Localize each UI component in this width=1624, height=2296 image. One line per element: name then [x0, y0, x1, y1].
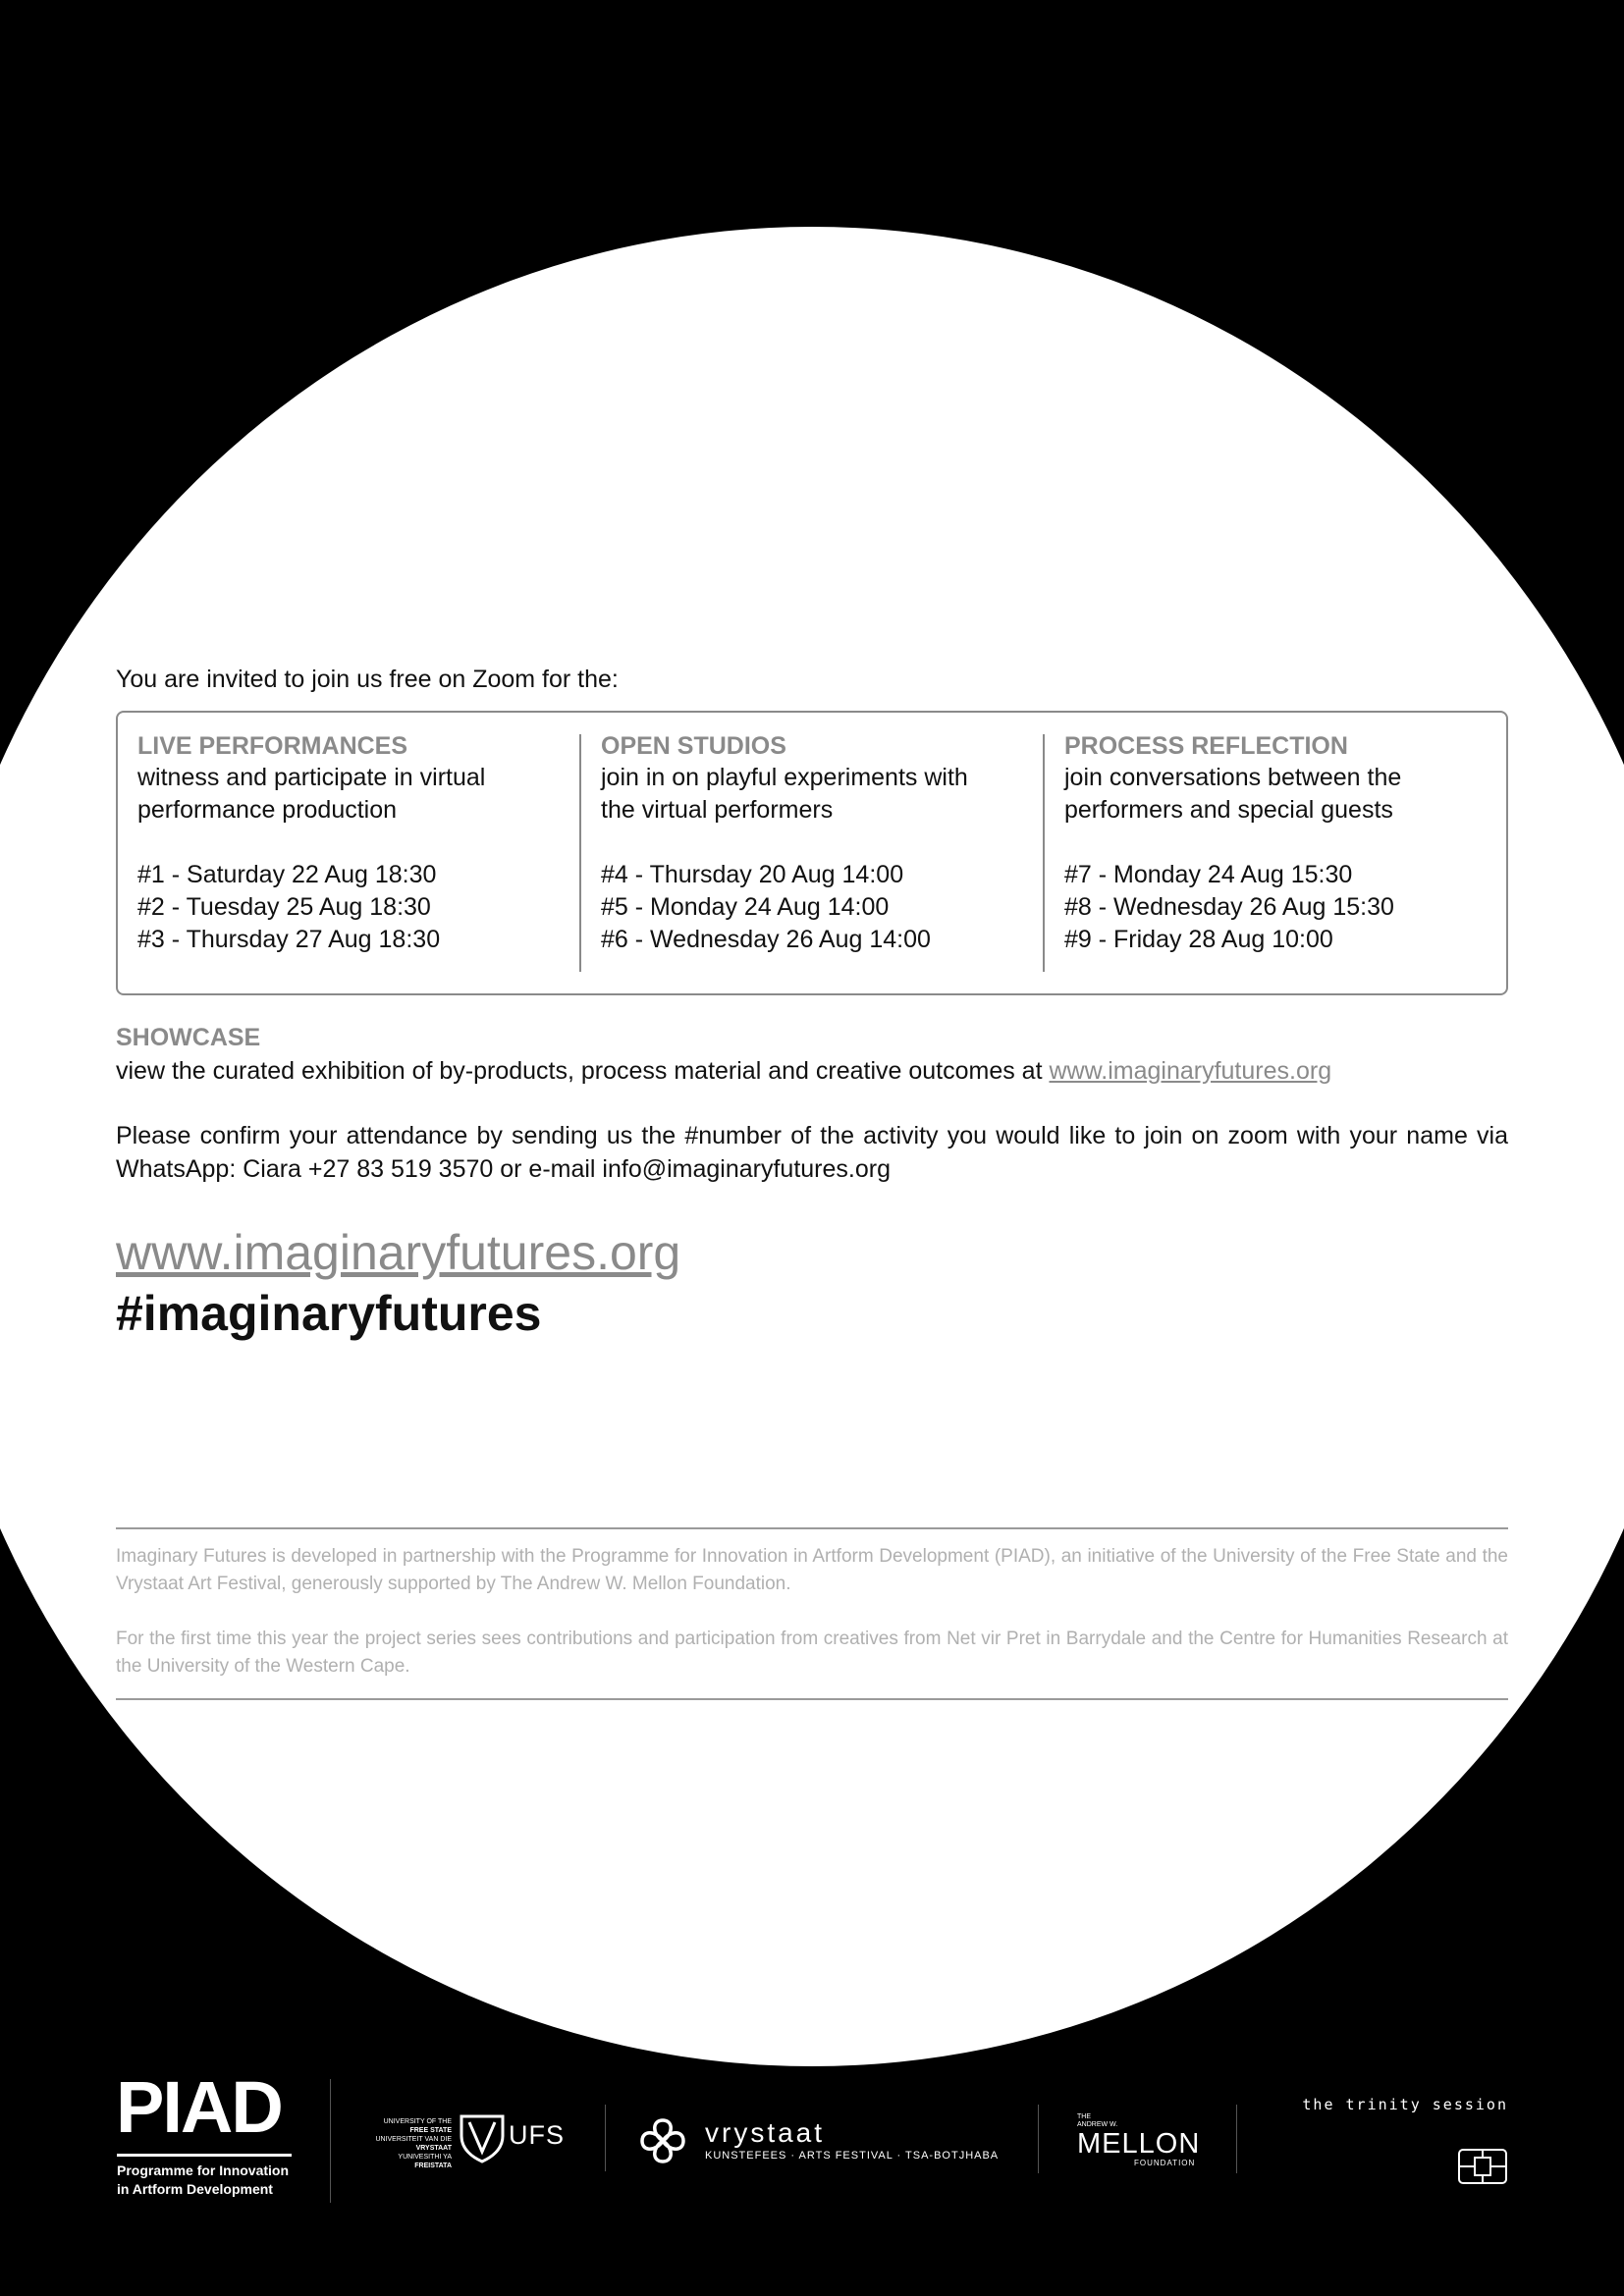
partnership-note: Imaginary Futures is developed in partnership with the Programme for Innovation in Artform Development (PIAD), an initiative of the University of the Free State and the Vrystaat Art Festival, generously supported by The Andrew W. Mellon Foundation. [116, 1546, 1508, 1594]
logo-separator [330, 2079, 331, 2203]
mellon-andrew: ANDREW W. [1077, 2121, 1118, 2128]
piad-subtitle [117, 2162, 333, 2199]
session-item: #1 - Saturday 22 Aug 18:30 [137, 861, 437, 888]
showcase-link[interactable]: www.imaginaryfutures.org [1049, 1057, 1332, 1085]
piad-sub-line: Programme for Innovation [117, 2163, 290, 2178]
divider-top [116, 1527, 1508, 1529]
ufs-line: YUNIVESITHI YA [398, 2154, 452, 2161]
showcase-section [116, 1021, 1508, 1088]
column-desc: join conversations between the [1064, 764, 1402, 791]
mellon-foundation: FOUNDATION [1134, 2159, 1196, 2167]
piad-underline [117, 2154, 292, 2157]
column-desc: performance production [137, 796, 398, 824]
session-item: #5 - Monday 24 Aug 14:00 [601, 893, 890, 921]
mellon-the: THE [1077, 2113, 1091, 2120]
piad-sub-line: in Artform Development [117, 2181, 273, 2197]
mellon-prefix [1077, 2113, 1117, 2129]
contributions-note: For the first time this year the project series sees contributions and participation from creatives from Net vir Pret in Barrydale and the Centre for Humanities Research at the University of the Western Cape. [116, 1629, 1508, 1677]
showcase-title: SHOWCASE [116, 1024, 261, 1051]
column-desc: performers and special guests [1064, 796, 1393, 824]
session-list [1064, 859, 1487, 956]
column-title: PROCESS REFLECTION [1064, 732, 1348, 760]
column-live-performances [118, 713, 579, 993]
trinity-session-name: the trinity session [1302, 2096, 1508, 2113]
column-open-studios [579, 734, 1043, 972]
session-list [137, 859, 560, 956]
ufs-wordmark [361, 2117, 452, 2170]
session-item: #9 - Friday 28 Aug 10:00 [1064, 926, 1333, 953]
session-item: #8 - Wednesday 26 Aug 15:30 [1064, 893, 1394, 921]
invite-text: You are invited to join us free on Zoom for the: [116, 666, 619, 693]
confirm-text: Please confirm your attendance by sending us the #number of the activity you would like to join on zoom with your name via WhatsApp: Ciara +27 83 519 3570 or e-mail info@imaginaryfutures.org [116, 1122, 1508, 1183]
mellon-name: MELLON [1077, 2128, 1201, 2160]
showcase-text [116, 1054, 1508, 1088]
logo-separator [1236, 2105, 1237, 2173]
divider-bottom [116, 1698, 1508, 1700]
ufs-line: FREISTATA [414, 2163, 452, 2169]
vrystaat-flower-icon [638, 2116, 687, 2165]
activity-table [116, 711, 1508, 995]
hashtag: #imaginaryfutures [116, 1286, 542, 1341]
column-desc: the virtual performers [601, 796, 834, 824]
ufs-line: FREE STATE [409, 2127, 452, 2134]
column-desc: join in on playful experiments with [601, 764, 968, 791]
ufs-name: UFS [509, 2120, 565, 2150]
session-list [601, 859, 1023, 956]
logo-separator [605, 2105, 606, 2171]
logo-separator [1038, 2105, 1039, 2173]
website-link[interactable]: www.imaginaryfutures.org [116, 1225, 681, 1280]
column-desc: witness and participate in virtual [137, 764, 486, 791]
vrystaat-subtitle: KUNSTEFEES · ARTS FESTIVAL · TSA-BOTJHABA [705, 2150, 1000, 2162]
session-item: #6 - Wednesday 26 Aug 14:00 [601, 926, 931, 953]
column-title: OPEN STUDIOS [601, 732, 786, 760]
piad-logo: PIAD [116, 2066, 282, 2148]
session-item: #2 - Tuesday 25 Aug 18:30 [137, 893, 431, 921]
session-item: #3 - Thursday 27 Aug 18:30 [137, 926, 441, 953]
column-title: LIVE PERFORMANCES [137, 732, 408, 760]
vrystaat-name: vrystaat [705, 2117, 826, 2148]
column-process-reflection [1043, 734, 1506, 972]
ufs-shield-icon [458, 2112, 507, 2163]
ufs-line: UNIVERSITEIT VAN DIE [375, 2136, 452, 2143]
ufs-line: UNIVERSITY OF THE [383, 2118, 452, 2125]
session-item: #4 - Thursday 20 Aug 14:00 [601, 861, 904, 888]
trinity-session-icon [1457, 2148, 1508, 2187]
ufs-line: VRYSTAAT [415, 2145, 452, 2152]
session-item: #7 - Monday 24 Aug 15:30 [1064, 861, 1353, 888]
showcase-desc: view the curated exhibition of by-products, process material and creative outcomes at [116, 1057, 1050, 1085]
